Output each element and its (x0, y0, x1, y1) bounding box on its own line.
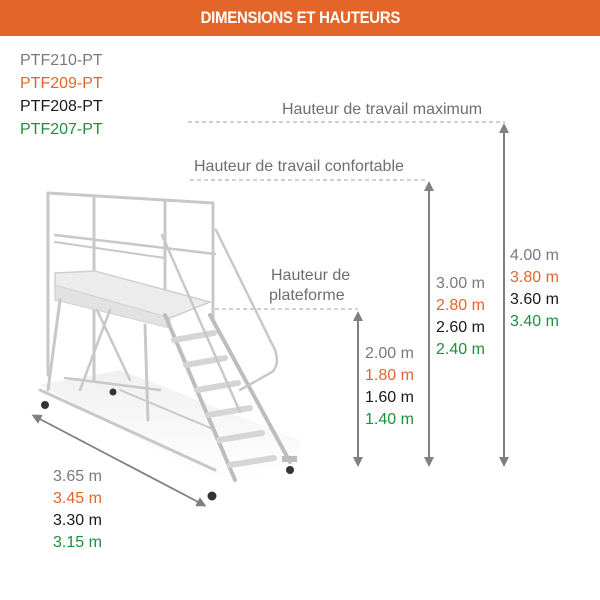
platform-height-ptf210: 2.00 m (365, 345, 414, 362)
max-working-height-values (510, 245, 559, 333)
max-height-ptf210: 4.00 m (510, 247, 559, 264)
comfortable-working-height-label: Hauteur de travail confortable (194, 158, 404, 175)
max-height-ptf207: 3.40 m (510, 313, 559, 330)
length-values (53, 466, 102, 554)
length-ptf207: 3.15 m (53, 534, 102, 551)
legend-model-ptf208: PTF208-PT (20, 98, 103, 115)
max-working-height-label: Hauteur de travail maximum (282, 101, 483, 118)
platform-height-label-line1: Hauteur de (271, 267, 351, 284)
comfortable-height-ptf209: 2.80 m (436, 297, 485, 314)
platform-height-ptf209: 1.80 m (365, 367, 414, 384)
platform-height-label (271, 266, 350, 306)
length-ptf209: 3.45 m (53, 490, 102, 507)
platform-height-ptf207: 1.40 m (365, 411, 414, 428)
legend-model-ptf207: PTF207-PT (20, 121, 103, 138)
comfortable-working-height-values (436, 273, 485, 361)
platform-height-label-line2: plateforme (269, 287, 345, 304)
legend-model-ptf210: PTF210-PT (20, 52, 103, 69)
platform-height-values (365, 343, 414, 431)
max-height-ptf208: 3.60 m (510, 291, 559, 308)
comfortable-height-ptf208: 2.60 m (436, 319, 485, 336)
comfortable-height-ptf207: 2.40 m (436, 341, 485, 358)
comfortable-height-ptf210: 3.00 m (436, 275, 485, 292)
page-title: DIMENSIONS ET HAUTEURS (200, 8, 400, 27)
legend-model-ptf209: PTF209-PT (20, 75, 103, 92)
max-height-ptf209: 3.80 m (510, 269, 559, 286)
length-ptf208: 3.30 m (53, 512, 102, 529)
length-ptf210: 3.65 m (53, 468, 102, 485)
platform-height-ptf208: 1.60 m (365, 389, 414, 406)
